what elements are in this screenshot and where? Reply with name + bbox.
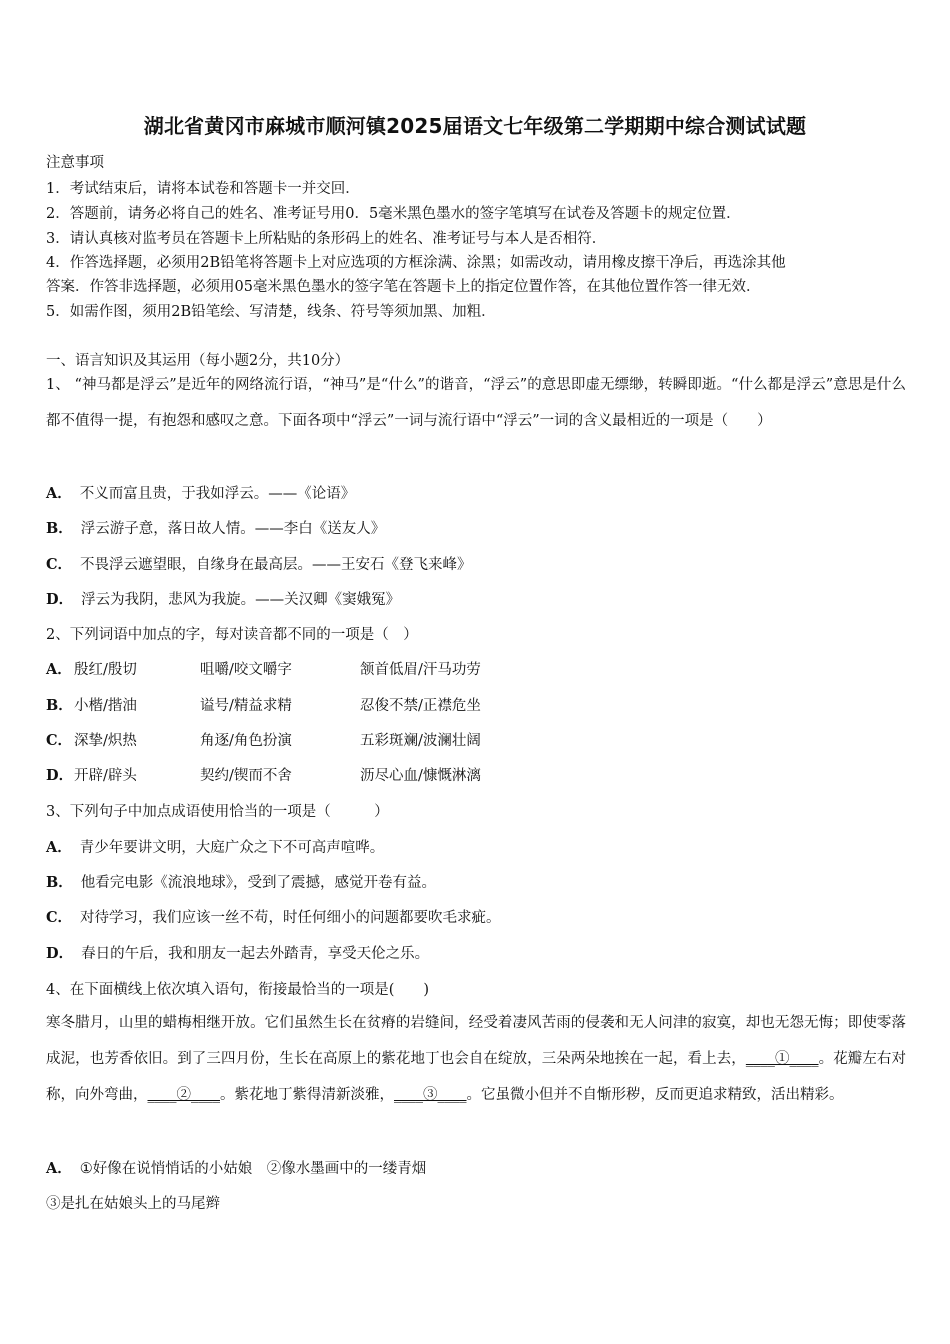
q2-option-b[interactable] (46, 696, 906, 716)
notice-item-2: 2．答题前，请务必将自己的姓名、准考证号用0．5毫米黑色墨水的签字笔填写在试卷及答题卡的规定位置． (46, 206, 741, 222)
option-letter: C． (46, 556, 73, 573)
option-letter: D． (46, 767, 74, 784)
q4-passage (46, 1005, 906, 1113)
passage-text: 。紫花地丁紫得清新淡雅， (220, 1087, 394, 1103)
notice-heading: 注意事项 (46, 155, 104, 171)
q1-stem: 1、 “神马都是浮云”是近年的网络流行语，“神马”是“什么”的谐音，“浮云”的意思即虚无缥缈，转瞬即逝。“什么都是浮云”意思是什么都不值得一提，有抱怨和感叹之意。下面各项中“浮云”一词与流行语中“浮云”一词的含义最相近的一项是（ ） (46, 377, 906, 429)
option-text: 青少年要讲文明，大庭广众之下不可高声喧哗。 (79, 840, 385, 856)
passage-text: 寒冬腊月，山里的蜡梅相继开放。它们虽然生长在贫瘠的岩缝间，经受着凄风苦雨的侵袭和无人问津的寂寞，却也无怨无悔；即使零落成泥，也芳香依旧。到了三四月份，生长在高原上的紫花地丁也会自在绽放，三朵两朵地挨在一起，看上去， (46, 1015, 906, 1067)
q3-option-b[interactable] (46, 873, 906, 893)
option-letter: B． (46, 520, 73, 537)
q1-option-a[interactable] (46, 484, 906, 504)
option-col-3: 忍俊不禁/正襟危坐 (360, 698, 481, 714)
option-letter: D． (46, 945, 74, 962)
option-letter: B． (46, 874, 73, 891)
option-letter: A． (46, 839, 72, 856)
option-col-3: 颔首低眉/汗马功劳 (360, 662, 481, 678)
option-col-2: 谥号/精益求精 (200, 698, 292, 714)
option-col-2: 角逐/角色扮演 (200, 733, 292, 749)
option-text: 对待学习，我们应该一丝不苟，时任何细小的问题都要吹毛求疵。 (80, 910, 501, 926)
q2-option-d[interactable] (46, 766, 906, 786)
option-col-1: 小楷/揩油 (74, 698, 137, 714)
blank-2: ____②____ (147, 1087, 220, 1103)
option-text: 春日的午后，我和朋友一起去外踏青，享受天伦之乐。 (81, 946, 430, 962)
option-letter: C． (46, 732, 73, 749)
page-title: 湖北省黄冈市麻城市顺河镇2025届语文七年级第二学期期中综合测试试题 (143, 114, 807, 138)
q3-option-c[interactable] (46, 908, 906, 928)
notice-item-4-cont: 答案．作答非选择题，必须用05毫米黑色墨水的签字笔在答题卡上的指定位置作答，在其他位置作答一律无效． (46, 279, 761, 295)
q1-option-d[interactable] (46, 590, 906, 610)
q1-option-c[interactable] (46, 555, 906, 575)
option-text: ③是扎在姑娘头上的马尾辫 (46, 1196, 220, 1212)
option-text: 不畏浮云遮望眼，自缘身在最高层。——王安石《登飞来峰》 (80, 557, 472, 573)
option-letter: A． (46, 661, 72, 678)
option-col-2: 咀嚼/咬文嚼字 (200, 662, 292, 678)
option-text: 浮云为我阴，悲风为我旋。——关汉卿《窦娥冤》 (81, 592, 401, 608)
passage-text: 。花瓣左右对称，向外弯曲， (46, 1051, 907, 1103)
option-letter: A． (46, 1160, 72, 1177)
option-text: 他看完电影《流浪地球》，受到了震撼，感觉开卷有益。 (80, 875, 437, 891)
q2-option-c[interactable] (46, 731, 906, 751)
blank-1: ____①____ (745, 1051, 819, 1067)
q3-stem: 3、下列句子中加点成语使用恰当的一项是（ ） (46, 804, 389, 820)
q4-option-a-cont (46, 1194, 906, 1214)
option-col-1: 殷红/殷切 (74, 662, 137, 678)
notice-item-5: 5．如需作图，须用2B铅笔绘、写清楚，线条、符号等须加黑、加粗． (46, 304, 496, 320)
notice-item-4: 4．作答选择题，必须用2B铅笔将答题卡上对应选项的方框涂满、涂黑；如需改动，请用橡皮擦干净后，再选涂其他 (46, 255, 786, 271)
option-text: ①好像在说悄悄话的小姑娘 ②像水墨画中的一缕青烟 (79, 1161, 427, 1177)
option-col-1: 深挚/炽热 (74, 733, 137, 749)
option-col-2: 契约/锲而不舍 (200, 768, 292, 784)
notice-item-1: 1．考试结束后，请将本试卷和答题卡一并交回． (46, 181, 360, 197)
blank-3: ____③____ (394, 1087, 467, 1103)
option-letter: C． (46, 909, 73, 926)
option-letter: D． (46, 591, 74, 608)
option-text: 浮云游子意，落日故人情。——李白《送友人》 (80, 521, 386, 537)
option-letter: A． (46, 485, 72, 502)
option-col-1: 开辟/辟头 (74, 768, 137, 784)
option-col-3: 五彩斑斓/波澜壮阔 (360, 733, 481, 749)
section-heading: 一、语言知识及其运用（每小题2分，共10分） (46, 353, 350, 369)
q3-option-d[interactable] (46, 944, 906, 964)
notice-item-3: 3．请认真核对监考员在答题卡上所粘贴的条形码上的姓名、准考证号与本人是否相符． (46, 231, 607, 247)
q4-stem: 4、在下面横线上依次填入语句，衔接最恰当的一项是( ) (46, 982, 430, 998)
q1-option-b[interactable] (46, 519, 906, 539)
q3-option-a[interactable] (46, 838, 906, 858)
q2-stem: 2、下列词语中加点的字，每对读音都不同的一项是（ ） (46, 627, 418, 643)
option-text: 不义而富且贵，于我如浮云。——《论语》 (79, 486, 356, 502)
q2-option-a[interactable] (46, 660, 906, 680)
q4-option-a[interactable] (46, 1159, 906, 1179)
option-letter: B． (46, 697, 73, 714)
option-col-3: 沥尽心血/慷慨淋漓 (360, 768, 481, 784)
passage-text: 。它虽微小但并不自惭形秽，反而更追求精致，活出精彩。 (466, 1087, 844, 1103)
